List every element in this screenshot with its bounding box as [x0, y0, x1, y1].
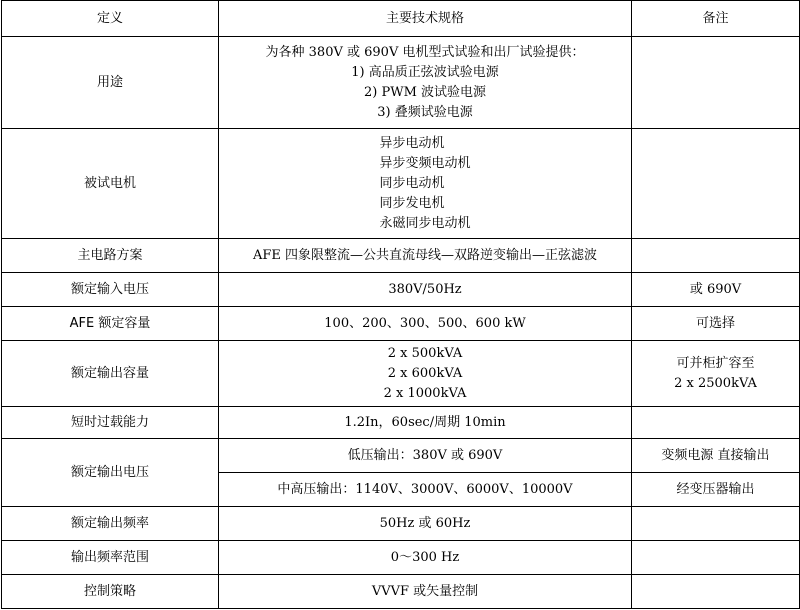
overload-note — [632, 407, 800, 439]
motors-note — [632, 129, 800, 239]
afe-capacity-note: 可选择 — [632, 307, 800, 341]
output-capacity-label: 额定输出容量 — [2, 341, 219, 407]
row-motors — [2, 129, 800, 239]
output-voltage-high-note: 经变压器输出 — [632, 473, 800, 507]
capacity-note-line: 可并柜扩容至 — [676, 355, 755, 371]
freq-range-spec: 0～300 Hz — [219, 541, 632, 575]
output-voltage-low-spec: 低压输出：380V 或 690V — [219, 439, 632, 473]
overload-label: 短时过载能力 — [2, 407, 219, 439]
afe-capacity-label: AFE 额定容量 — [2, 307, 219, 341]
motor-item: 异步变频电动机 — [379, 155, 471, 171]
capacity-line: 2 x 600kVA — [387, 365, 463, 381]
capacity-line: 2 x 1000kVA — [383, 385, 467, 401]
motor-item: 异步电动机 — [379, 135, 445, 151]
output-freq-spec: 50Hz 或 60Hz — [219, 507, 632, 541]
freq-range-label: 输出频率范围 — [2, 541, 219, 575]
output-voltage-label: 额定输出电压 — [2, 439, 219, 507]
usage-line: 3) 叠频试验电源 — [377, 104, 473, 120]
usage-line: 为各种 380V 或 690V 电机型式试验和出厂试验提供： — [265, 44, 585, 60]
output-capacity-note — [632, 341, 800, 407]
output-freq-note — [632, 507, 800, 541]
row-control — [2, 575, 800, 609]
capacity-note-line: 2 x 2500kVA — [674, 375, 757, 391]
header-definition: 定义 — [2, 1, 219, 37]
row-output-capacity — [2, 341, 800, 407]
usage-line: 1) 高品质正弦波试验电源 — [351, 64, 499, 80]
motors-list — [379, 134, 470, 234]
control-label: 控制策略 — [2, 575, 219, 609]
row-input-voltage — [2, 273, 800, 307]
spec-table — [1, 0, 800, 609]
header-row — [2, 1, 800, 37]
main-circuit-note — [632, 239, 800, 273]
control-spec: VVVF 或矢量控制 — [219, 575, 632, 609]
motor-item: 永磁同步电动机 — [379, 215, 471, 231]
usage-line: 2) PWM 波试验电源 — [363, 84, 487, 100]
row-output-voltage-low — [2, 439, 800, 473]
header-spec: 主要技术规格 — [219, 1, 632, 37]
usage-label: 用途 — [2, 37, 219, 129]
row-freq-range — [2, 541, 800, 575]
usage-spec — [219, 37, 632, 129]
output-freq-label: 额定输出频率 — [2, 507, 219, 541]
row-output-freq — [2, 507, 800, 541]
row-main-circuit — [2, 239, 800, 273]
main-circuit-spec: AFE 四象限整流—公共直流母线—双路逆变输出—正弦滤波 — [219, 239, 632, 273]
afe-capacity-spec: 100、200、300、500、600 kW — [219, 307, 632, 341]
motors-spec — [219, 129, 632, 239]
row-usage — [2, 37, 800, 129]
row-overload — [2, 407, 800, 439]
output-capacity-spec — [219, 341, 632, 407]
output-voltage-low-note: 变频电源 直接输出 — [632, 439, 800, 473]
header-note: 备注 — [632, 1, 800, 37]
usage-note — [632, 37, 800, 129]
input-voltage-label: 额定输入电压 — [2, 273, 219, 307]
main-circuit-label: 主电路方案 — [2, 239, 219, 273]
input-voltage-note: 或 690V — [632, 273, 800, 307]
freq-range-note — [632, 541, 800, 575]
motors-label: 被试电机 — [2, 129, 219, 239]
control-note — [632, 575, 800, 609]
input-voltage-spec: 380V/50Hz — [219, 273, 632, 307]
output-voltage-high-spec: 中高压输出：1140V、3000V、6000V、10000V — [219, 473, 632, 507]
row-afe-capacity — [2, 307, 800, 341]
motor-item: 同步发电机 — [379, 195, 445, 211]
overload-spec: 1.2In，60sec/周期 10min — [219, 407, 632, 439]
motor-item: 同步电动机 — [379, 175, 445, 191]
capacity-line: 2 x 500kVA — [387, 345, 463, 361]
